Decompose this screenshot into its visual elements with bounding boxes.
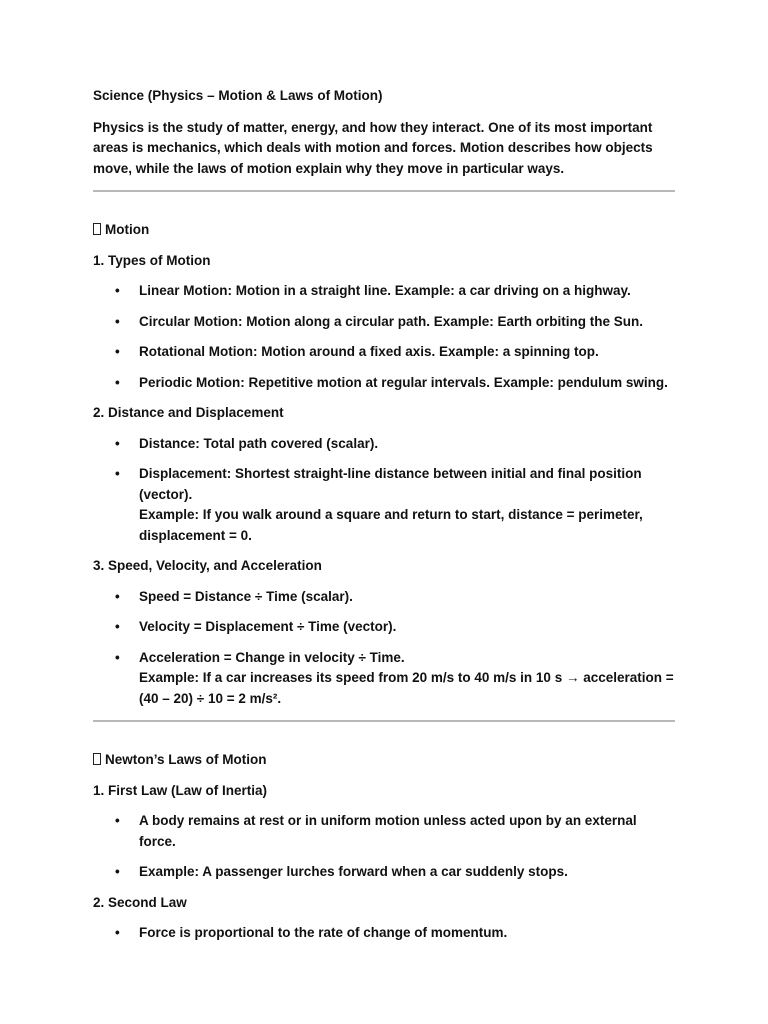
list-item [93,648,675,710]
list-item-text: Distance: Total path covered (scalar). [139,435,379,451]
bullet-icon: • [115,925,120,940]
bullet-icon: • [115,813,120,828]
list-item [93,281,675,302]
list-item-text: Circular Motion: Motion along a circular path. Example: Earth orbiting the Sun. [139,313,644,329]
list-item-text: A body remains at rest or in uniform motion unless acted upon by an external force. [139,813,637,849]
second-law-list [93,923,675,944]
list-item [93,464,675,546]
missing-glyph-box-icon [93,223,101,235]
list-item [93,342,675,363]
section-heading-motion-text: Motion [105,222,150,237]
list-item [93,373,675,394]
list-item [93,312,675,333]
section-heading-motion [93,220,675,241]
bullet-icon: • [115,588,120,604]
bullet-icon: • [115,344,120,359]
sub-heading-types-of-motion: 1. Types of Motion [93,252,211,268]
list-item-text: Displacement: Shortest straight-line distance between initial and final position (vector). [139,466,642,502]
horizontal-rule [93,720,675,722]
sub-heading-first-law: 1. First Law (Law of Inertia) [93,782,268,798]
sub-heading-second-law: 2. Second Law [93,894,187,910]
section-heading-newtons-laws-text: Newton’s Laws of Motion [105,752,267,767]
first-law-list [93,811,675,883]
list-item-text: Force is proportional to the rate of change of momentum. [139,925,508,940]
bullet-icon: • [115,619,120,634]
list-item-text: Rotational Motion: Motion around a fixed axis. Example: a spinning top. [139,344,599,359]
bullet-icon: • [115,649,120,665]
bullet-icon: • [115,435,120,451]
list-item-text: Speed = Distance ÷ Time (scalar). [139,588,353,604]
bullet-icon: • [115,466,120,481]
sub-heading-distance-displacement: 2. Distance and Displacement [93,405,284,420]
horizontal-rule [93,190,675,192]
list-item-text: Velocity = Displacement ÷ Time (vector). [139,619,397,634]
list-item [93,862,675,883]
sub-heading-speed-velocity-acceleration: 3. Speed, Velocity, and Acceleration [93,558,322,573]
bullet-icon: • [115,374,120,390]
list-item-example: Example: If you walk around a square and return to start, distance = perimeter, displacement = 0. [139,507,643,543]
list-item [93,923,675,944]
list-item-text: Periodic Motion: Repetitive motion at regular intervals. Example: pendulum swing. [139,374,668,390]
intro-paragraph: Physics is the study of matter, energy, and how they interact. One of its most important areas is mechanics, which deals with motion and forces. Motion describes how objects move, while the laws of motion explain why they move in particular ways. [93,119,653,176]
speed-velocity-acceleration-list [93,587,675,710]
list-item [93,434,675,455]
bullet-icon: • [115,864,120,879]
document-title: Science (Physics – Motion & Laws of Motion) [93,88,383,103]
document-page [93,86,675,954]
list-item-text: Example: A passenger lurches forward when a car suddenly stops. [139,864,568,879]
list-item-text: Linear Motion: Motion in a straight line. Example: a car driving on a highway. [139,283,631,298]
list-item [93,617,675,638]
section-heading-newtons-laws [93,750,675,771]
bullet-icon: • [115,283,120,298]
distance-displacement-list [93,434,675,547]
list-item-example: Example: If a car increases its speed from 20 m/s to 40 m/s in 10 s → acceleration = (40 – 20) ÷ 10 = 2 m/s². [139,670,674,706]
types-of-motion-list [93,281,675,393]
bullet-icon: • [115,313,120,329]
missing-glyph-box-icon [93,753,101,765]
list-item [93,587,675,608]
list-item-text: Acceleration = Change in velocity ÷ Time. [139,649,405,665]
list-item [93,811,675,852]
